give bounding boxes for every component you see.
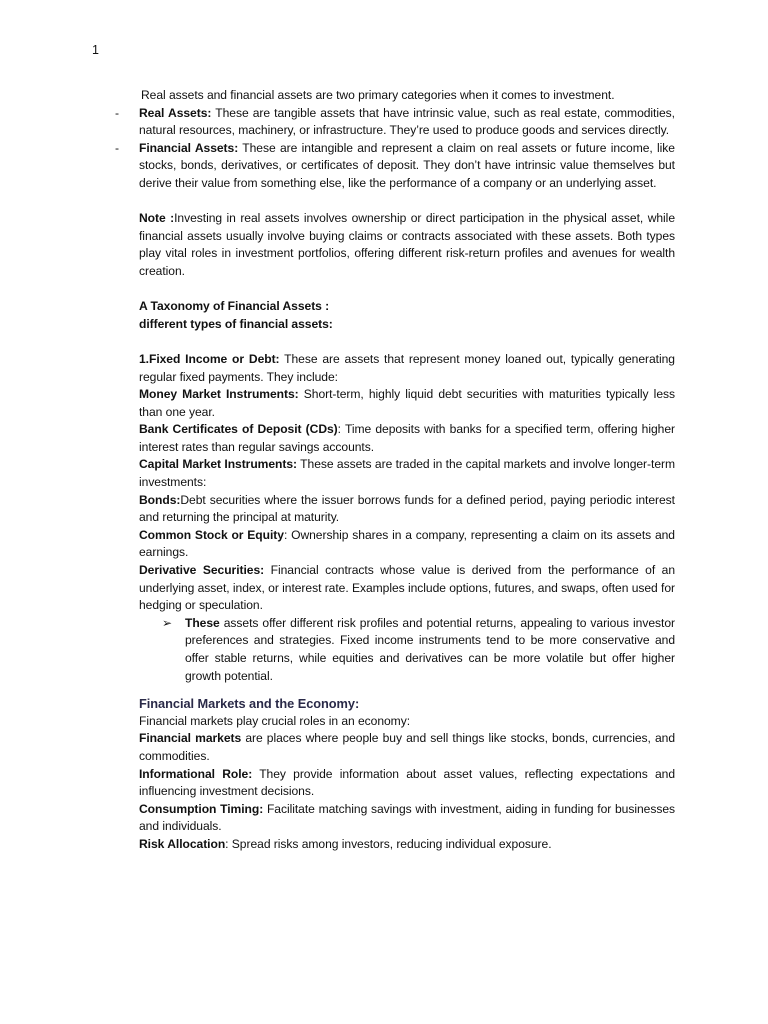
arrow-list-item: [162, 615, 675, 685]
note-label: Note :: [139, 211, 175, 226]
money-market-paragraph: [139, 386, 675, 421]
section-heading-financial-markets: Financial Markets and the Economy:: [139, 696, 360, 712]
definition-capital-market: These assets are traded in the capital markets and involve longer-term investments:: [139, 457, 676, 490]
term-common-stock: Common Stock or Equity: [139, 527, 284, 542]
spacer: [139, 193, 675, 211]
arrow-bullet-icon: ➢: [162, 615, 173, 630]
list-item-real-assets: [115, 105, 675, 140]
term-derivatives: Derivative Securities:: [139, 563, 265, 578]
term-real-assets: Real Assets:: [139, 105, 212, 120]
definition-fixed-income: These are assets that represent money loaned out, typically generating regular fixed payments. They include:: [139, 351, 675, 384]
note-text: Investing in real assets involves ownership or direct participation in the physical asset, while financial assets usually involve buying claims or contracts associated with these assets. Both types play vital roles in investment portfolios, offering different risk-return profiles and avenues for wealth creation.: [139, 211, 675, 278]
term-financial-markets: Financial markets: [139, 731, 242, 746]
risk-allocation-paragraph: [139, 836, 675, 854]
term-consumption-timing: Consumption Timing:: [139, 801, 264, 816]
definition-financial-markets: are places where people buy and sell things like stocks, bonds, currencies, and commodities.: [139, 731, 675, 763]
definition-money-market: Short-term, highly liquid debt securities with maturities typically less than one year.: [139, 387, 675, 419]
spacer: [139, 333, 675, 351]
consumption-timing-paragraph: [139, 801, 675, 836]
definition-derivatives: Financial contracts whose value is derived from the performance of an underlying asset, index, or interest rate. Examples include options, futures, and swaps, often used for hedging or speculation.: [139, 563, 676, 613]
term-informational-role: Informational Role:: [139, 766, 253, 781]
term-these: These: [185, 615, 220, 630]
taxonomy-title: A Taxonomy of Financial Assets :: [139, 299, 330, 314]
taxonomy-subtitle: different types of financial assets:: [139, 316, 333, 331]
fixed-income-paragraph: [139, 351, 675, 386]
definition-consumption-timing: Facilitate matching savings with investment, aiding in funding for businesses and individuals.: [139, 801, 675, 834]
dash-bullet: -: [115, 140, 119, 155]
definition-risk-allocation: : Spread risks among investors, reducing individual exposure.: [225, 836, 552, 851]
list-item-financial-assets: [115, 140, 675, 193]
page-number: 1: [92, 43, 99, 57]
spacer: [139, 281, 675, 299]
derivatives-paragraph: [139, 562, 675, 615]
common-stock-paragraph: [139, 527, 675, 562]
definition-these-assets: assets offer different risk profiles and potential returns, appealing to various investor preferences and strategies. Fixed income instruments tend to be more conservative and offer stable returns, while equities and derivatives can be more volatile but offer higher growth potential.: [185, 615, 675, 683]
term-bank-cds: Bank Certificates of Deposit (CDs): [139, 422, 338, 437]
term-risk-allocation: Risk Allocation: [139, 836, 226, 851]
term-fixed-income: 1.Fixed Income or Debt:: [139, 351, 280, 366]
term-money-market: Money Market Instruments:: [139, 387, 299, 402]
definition-informational-role: They provide information about asset values, reflecting expectations and influencing investment decisions.: [139, 766, 676, 799]
dash-bullet: -: [115, 105, 119, 120]
definition-real-assets: These are tangible assets that have intrinsic value, such as real estate, commodities, natural resources, machinery, or infrastructure. They’re used to produce goods and services directly.: [139, 105, 675, 138]
financial-markets-paragraph: [139, 730, 675, 765]
document-body: [115, 87, 676, 854]
definition-common-stock: : Ownership shares in a company, representing a claim on its assets and earnings.: [139, 527, 675, 560]
definition-bank-cds: : Time deposits with banks for a specified term, offering higher interest rates than regular savings accounts.: [139, 422, 675, 454]
definition-financial-assets: These are intangible and represent a claim on real assets or future income, like stocks, bonds, derivatives, or certificates of deposit. They don’t have intrinsic value themselves but derive their value from something else, like the performance of a company or an underlying asset.: [139, 140, 675, 190]
informational-role-paragraph: [139, 766, 675, 801]
term-bonds: Bonds:: [139, 492, 181, 507]
markets-intro: Financial markets play crucial roles in an economy:: [139, 713, 411, 728]
bank-cds-paragraph: [139, 421, 675, 456]
definition-bonds: Debt securities where the issuer borrows funds for a defined period, paying periodic interest and returning the principal at maturity.: [139, 492, 675, 525]
note-paragraph: [139, 210, 675, 280]
term-capital-market: Capital Market Instruments:: [139, 457, 298, 472]
intro-paragraph: Real assets and financial assets are two primary categories when it comes to investment.: [141, 88, 615, 102]
capital-market-paragraph: [139, 456, 675, 491]
bonds-paragraph: [139, 492, 675, 527]
term-financial-assets: Financial Assets:: [139, 140, 239, 155]
